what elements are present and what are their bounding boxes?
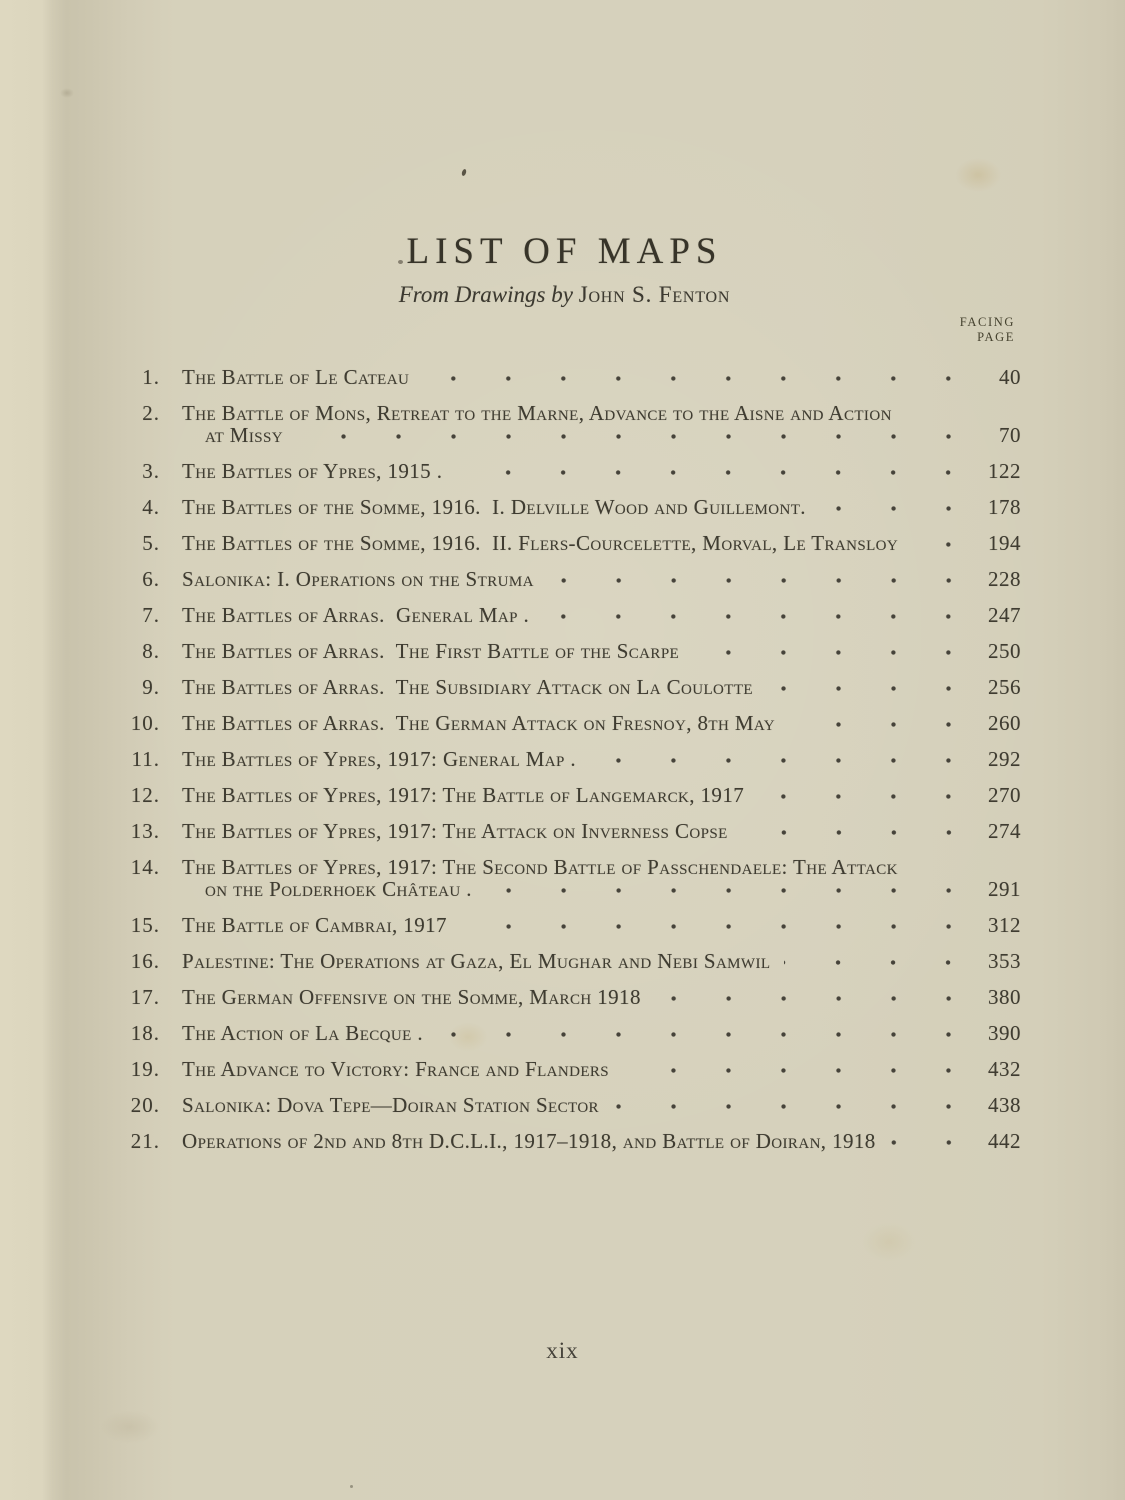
list-item [120,366,1021,388]
entry-page-number: 228 [988,567,1021,591]
entry-title: The German Offensive on the Somme, March 1918 [182,985,641,1009]
list-item-line [120,1094,1021,1116]
list-item-line [120,568,1021,590]
entry-number: 5. [142,531,160,555]
entry-title: The Battle of Cambrai, 1917 [182,913,447,937]
entry-number: 2. [142,401,160,425]
entry-number: 20. [130,1093,160,1117]
facing-label-line1: FACING [959,315,1015,329]
entry-number: 13. [130,819,160,843]
entry-page-number: 312 [988,913,1021,937]
dot-leader [912,540,963,549]
map-list [120,366,1021,1152]
entry-title: The Battle of Mons, Retreat to the Marne, Advance to the Aisne and Action [182,401,892,425]
entry-number: 18. [130,1021,160,1045]
list-item [120,496,1021,518]
list-item-continuation-line [120,878,1021,900]
entry-title-continuation: at Missy [205,423,283,447]
dot-leader [590,756,963,765]
entry-title: The Battles of Ypres, 1915 . [182,459,443,483]
list-item [120,986,1021,1008]
entry-title: The Action of La Becque . [182,1021,423,1045]
entry-title: The Battles of the Somme, 1916. I. Delville Wood and Guillemont. [182,495,806,519]
page-folio-number: xix [546,1338,579,1363]
list-item-line [120,1058,1021,1080]
entry-title: The Battles of Ypres, 1917: The Battle of Langemarck, 1917 [182,783,745,807]
list-item-line [120,496,1021,518]
dot-leader [623,1066,963,1075]
entry-title: The Battles of Ypres, 1917: General Map . [182,747,577,771]
entry-number: 19. [130,1057,160,1081]
dot-leader [461,922,963,931]
list-item [120,460,1021,482]
entry-title: The Battles of Ypres, 1917: The Attack on Inverness Copse [182,819,728,843]
list-item [120,856,1021,900]
list-item [120,1130,1021,1152]
list-item [120,914,1021,936]
list-item [120,640,1021,662]
dot-leader [789,720,963,729]
entry-page-number: 380 [988,985,1021,1009]
list-item [120,1022,1021,1044]
list-item-line [120,914,1021,936]
entry-title: Palestine: The Operations at Gaza, El Mughar and Nebi Samwil [182,949,771,973]
entry-number: 21. [130,1129,160,1153]
list-item [120,784,1021,806]
entry-title: The Advance to Victory: France and Flanders [182,1057,610,1081]
list-item [120,820,1021,842]
list-item [120,748,1021,770]
dot-leader [767,684,963,693]
entry-number: 1. [142,365,160,389]
list-item [120,950,1021,972]
dot-leader [437,1030,963,1039]
dot-leader [655,994,963,1003]
subtitle-author-name: John S. Fenton [578,282,731,307]
list-item-line [120,402,1021,424]
entry-page-number: 260 [988,711,1021,735]
list-item [120,568,1021,590]
list-item-line [120,604,1021,626]
entry-title: The Battles of Ypres, 1917: The Second Battle of Passchendaele: The Attack [182,855,898,879]
dot-leader [456,468,963,477]
entry-page-number: 70 [999,423,1021,447]
entry-page-number: 274 [988,819,1021,843]
entry-number: 10. [130,711,160,735]
entry-page-number: 194 [988,531,1021,555]
list-item [120,532,1021,554]
entry-number: 14. [130,855,160,879]
list-item-line [120,640,1021,662]
dot-leader [742,828,963,837]
subtitle [114,282,1015,308]
dot-leader [486,886,963,895]
entry-page-number: 178 [988,495,1021,519]
list-item [120,1094,1021,1116]
entry-page-number: 442 [988,1129,1021,1153]
list-item [120,712,1021,734]
entry-page-number: 270 [988,783,1021,807]
entry-page-number: 122 [988,459,1021,483]
entry-page-number: 390 [988,1021,1021,1045]
entry-title: The Battles of the Somme, 1916. II. Flers-Courcelette, Morval, Le Transloy [182,531,899,555]
list-item-continuation-line [120,424,1021,446]
dot-leader [890,1138,963,1147]
entry-page-number: 250 [988,639,1021,663]
dot-leader [423,374,963,383]
entry-page-number: 292 [988,747,1021,771]
dot-leader [613,1102,963,1111]
page-content [120,0,1021,1166]
entry-number: 12. [130,783,160,807]
foxing-stain [60,88,74,98]
facing-page-column-header [120,315,1021,345]
entry-number: 7. [142,603,160,627]
foxing-stain [862,1222,916,1262]
entry-page-number: 40 [999,365,1021,389]
dot-leader [297,432,963,441]
entry-title: The Battles of Arras. General Map . [182,603,530,627]
entry-title: The Battle of Le Cateau [182,365,410,389]
entry-page-number: 256 [988,675,1021,699]
entry-title: Operations of 2nd and 8th D.C.L.I., 1917–1918, and Battle of Doiran, 1918 [182,1129,876,1153]
dot-leader [543,612,963,621]
list-item [120,1058,1021,1080]
list-item-line [120,676,1021,698]
entry-page-number: 353 [988,949,1021,973]
dot-leader [784,958,963,967]
entry-number: 9. [142,675,160,699]
page-title: LIST OF MAPS [406,231,723,272]
entry-page-number: 247 [988,603,1021,627]
entry-number: 15. [130,913,160,937]
list-item-line [120,366,1021,388]
list-item-line [120,1022,1021,1044]
dot-leader [693,648,963,657]
entry-number: 6. [142,567,160,591]
list-item-line [120,856,1021,878]
dot-leader [548,576,963,585]
entry-page-number: 291 [988,877,1021,901]
list-item-line [120,712,1021,734]
entry-title: The Battles of Arras. The First Battle of the Scarpe [182,639,680,663]
list-item [120,676,1021,698]
entry-number: 8. [142,639,160,663]
entry-number: 3. [142,459,160,483]
entry-number: 17. [130,985,160,1009]
list-item-line [120,820,1021,842]
list-item-line [120,784,1021,806]
entry-title-continuation: on the Polderhoek Château . [205,877,472,901]
list-item-line [120,1130,1021,1152]
list-item-line [120,532,1021,554]
entry-title: The Battles of Arras. The German Attack on Fresnoy, 8th May [182,711,775,735]
list-item-line [120,950,1021,972]
entry-title: Salonika: I. Operations on the Struma [182,567,534,591]
list-item [120,402,1021,446]
dot-leader [820,504,963,513]
list-item-line [120,986,1021,1008]
list-item [120,604,1021,626]
subtitle-credit-text: From Drawings by [398,282,573,307]
entry-title: The Battles of Arras. The Subsidiary Attack on La Coulotte [182,675,753,699]
entry-page-number: 438 [988,1093,1021,1117]
entry-number: 16. [130,949,160,973]
entry-title: Salonika: Dova Tepe—Doiran Station Sector [182,1093,599,1117]
list-item-line [120,460,1021,482]
dot-leader [758,792,963,801]
entry-number: 4. [142,495,160,519]
entry-page-number: 432 [988,1057,1021,1081]
foxing-stain [100,1410,160,1444]
entry-number: 11. [131,747,160,771]
ink-speck [350,1485,353,1488]
facing-label-line2: PAGE [977,330,1015,344]
list-item-line [120,748,1021,770]
